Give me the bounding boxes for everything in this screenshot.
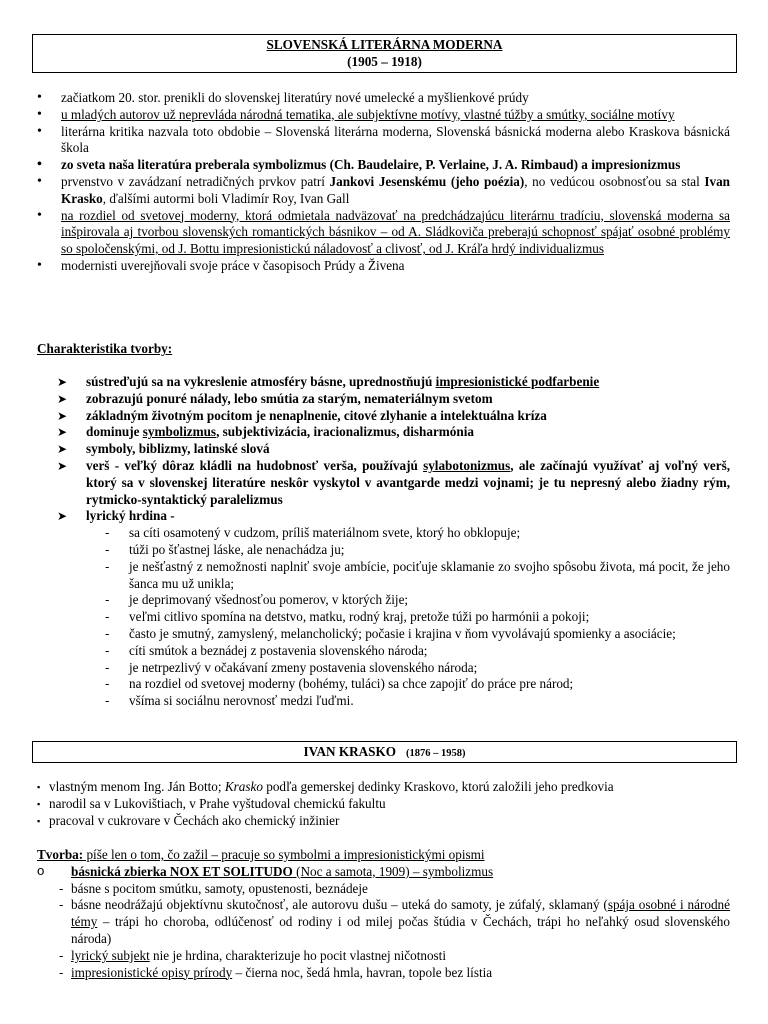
list-item: ➤ zobrazujú ponuré nálady, lebo smútia za starým, nemateriálnym svetom — [57, 390, 493, 406]
list-item: ➤ základným životným pocitom je nenaplnenie, citové zlyhanie a intelektuálna kríza — [57, 407, 547, 423]
bio-list — [37, 779, 730, 829]
arrow-icon: ➤ — [57, 375, 68, 389]
dash-icon: - — [59, 880, 64, 896]
list-item: - lyrický subjekt nie je hrdina, charakterizuje ho pocit vlastnej ničotnosti — [59, 947, 447, 963]
list-item: ➤ lyrický hrdina - — [57, 508, 175, 524]
list-item: - túži po šťastnej láske, ale nenachádza ju; — [105, 541, 345, 557]
krasko-title: IVAN KRASKO — [303, 744, 396, 759]
dash-icon: - — [105, 592, 110, 608]
characteristics-section — [37, 374, 730, 710]
list-item: - je netrpezlivý v očakávaní zmeny postavenia slovenského národa; — [105, 659, 478, 675]
list-item: - veľmi citlivo spomína na detstvo, matku, rodný kraj, pretože túži po harmónii a pokoji; — [105, 609, 590, 625]
list-item: - na rozdiel od svetovej moderny (bohémy, tuláci) sa chce zapojiť do práce pre národ; — [105, 676, 574, 692]
arrow-icon: ➤ — [57, 408, 68, 423]
arrow-icon: ➤ — [57, 425, 68, 440]
list-item: - básne s pocitom smútku, samoty, opustenosti, beznádeje — [59, 880, 368, 896]
list-item: • modernisti uverejňovali svoje práce v časopisoch Prúdy a Živena — [37, 258, 730, 275]
tvorba-line: Tvorba: píše len o tom, čo zažil – pracuje so symbolmi a impresionistickými opismi — [37, 847, 485, 862]
list-item: ➤ sústreďujú sa na vykreslenie atmosféry básne, uprednostňujú impresionistické podfarbenie — [57, 374, 600, 389]
tvorba-section — [37, 847, 730, 981]
dash-icon: - — [59, 947, 64, 963]
intro-section — [37, 90, 730, 275]
square-bullet-icon: ▪ — [37, 815, 41, 826]
page-title: SLOVENSKÁ LITERÁRNA MODERNA — [266, 37, 503, 52]
list-item: ➤ dominuje symbolizmus, subjektivizácia, iracionalizmus, disharmónia — [57, 424, 474, 440]
list-item: - je nešťastný z nemožnosti naplniť svoje ambície, pociťuje sklamanie zo svojho spôsobu života, má pocit, že jeho šanca mu už unikla; — [105, 558, 730, 591]
list-item: • zo sveta naša literatúra preberala symbolizmus (Ch. Baudelaire, P. Verlaine, J. A. Rimbaud) a impresionizmus — [37, 157, 730, 174]
list-item: ➤ symboly, biblizmy, latinské slová — [57, 441, 270, 457]
dash-icon: - — [105, 609, 110, 625]
circle-bullet-icon: o — [37, 862, 45, 878]
list-item: • prvenstvo v zavádzaní netradičných prvkov patrí Jankovi Jesenskému (jeho poézia), no vedúcou osobnosťou sa stal Ivan Krasko, ďalšími autormi boli Vladimír Roy, Ivan Gall — [37, 174, 730, 208]
intro-list — [37, 90, 730, 275]
section-heading-characteristics: Charakteristika tvorby: — [37, 341, 173, 356]
list-item: ▪ pracoval v cukrovare v Čechách ako chemický inžinier — [37, 812, 340, 828]
dash-icon: - — [105, 659, 110, 675]
square-bullet-icon: ▪ — [37, 782, 41, 792]
list-item: • literárna kritika nazvala toto obdobie – Slovenská literárna moderna, Slovenská básnická moderna alebo Kraskova básnická škola — [37, 124, 730, 158]
lyrical-hero-list — [37, 525, 730, 710]
dash-icon: - — [105, 693, 110, 709]
dash-icon: - — [105, 525, 110, 541]
dash-icon: - — [105, 541, 110, 557]
list-item: - impresionistické opisy prírody – čierna noc, šedá hmla, havran, topole bez lístia — [59, 964, 493, 980]
list-item: ▪ vlastným menom Ing. Ján Botto; Krasko podľa gemerskej dedinky Kraskovo, ktorú založili jeho predkovia — [37, 779, 614, 794]
list-item: • začiatkom 20. stor. prenikli do slovenskej literatúry nové umelecké a myšlienkové prúdy — [37, 90, 730, 107]
krasko-title-box — [32, 741, 737, 763]
zbierka-list — [37, 881, 730, 982]
dash-icon: - — [105, 642, 110, 658]
square-bullet-icon: ▪ — [37, 798, 41, 809]
bio-section — [37, 779, 730, 829]
list-item: - básne neodrážajú objektívnu skutočnosť, ale autorovu dušu – uteká do samoty, je zúfalý, sklamaný (spája osobné i národné témy – trápi ho choroba, odlúčenosť od rodiny i od milej počas štúdia v Čechách, trápi ho neľahký osud slovenského národa) — [59, 897, 731, 946]
arrow-icon: ➤ — [57, 391, 68, 406]
characteristics-list — [37, 374, 730, 525]
list-item: - cíti smútok a beznádej z postavenia slovenského národa; — [105, 642, 428, 658]
list-item: ▪ narodil sa v Lukovištiach, v Prahe vyštudoval chemickú fakultu — [37, 795, 386, 811]
list-item: - často je smutný, zamyslený, melancholický; počasie i krajina v ňom vyvolávajú spomienky a asociácie; — [105, 625, 676, 641]
krasko-years: (1876 – 1958) — [405, 748, 466, 759]
dash-icon: - — [105, 558, 110, 574]
list-item: - je deprimovaný všednosťou pomerov, v ktorých žije; — [105, 592, 409, 608]
arrow-icon: ➤ — [57, 458, 68, 473]
dash-icon: - — [105, 676, 110, 692]
list-item: • u mladých autorov už neprevláda národná tematika, ale subjektívne motívy, vlastné túžby a smútky, sociálne motívy — [37, 107, 730, 124]
zbierka-line: o básnická zbierka NOX ET SOLITUDO (Noc a samota, 1909) – symbolizmus — [37, 862, 494, 879]
list-item: - sa cíti osamotený v cudzom, príliš materiálnom svete, ktorý ho obklopuje; — [105, 525, 521, 541]
dash-icon: - — [105, 625, 110, 641]
title-box — [32, 34, 737, 73]
arrow-icon: ➤ — [57, 442, 68, 457]
list-item: - všíma si sociálnu nerovnosť medzi ľuďmi. — [105, 693, 354, 709]
dash-icon: - — [59, 897, 64, 913]
list-item: • na rozdiel od svetovej moderny, ktorá odmietala nadväzovať na predchádzajúcu literárnu tradíciu, slovenská moderna sa inšpirovala aj tvorbou slovenských romantických básnikov – od A. Sládkoviča preberajú schopnosť spájať osobné problémy so spoločenskými, od J. Bottu impresionistickú náladovosť a clivosť, od J. Kráľa hrdý individualizmus — [37, 208, 730, 258]
list-item: ➤ verš - veľký dôraz kládli na hudobnosť verša, používajú sylabotonizmus, ale začínajú využívať aj voľný verš, ktorý sa v slovenskej literatúre neskôr vyskytol v avantgarde medzi vojnami; je tu nepresný alebo žiadny rým, rytmicko-syntaktický paralelizmus — [57, 457, 730, 507]
page-period: (1905 – 1918) — [347, 53, 422, 69]
arrow-icon: ➤ — [57, 509, 68, 524]
dash-icon: - — [59, 964, 64, 980]
